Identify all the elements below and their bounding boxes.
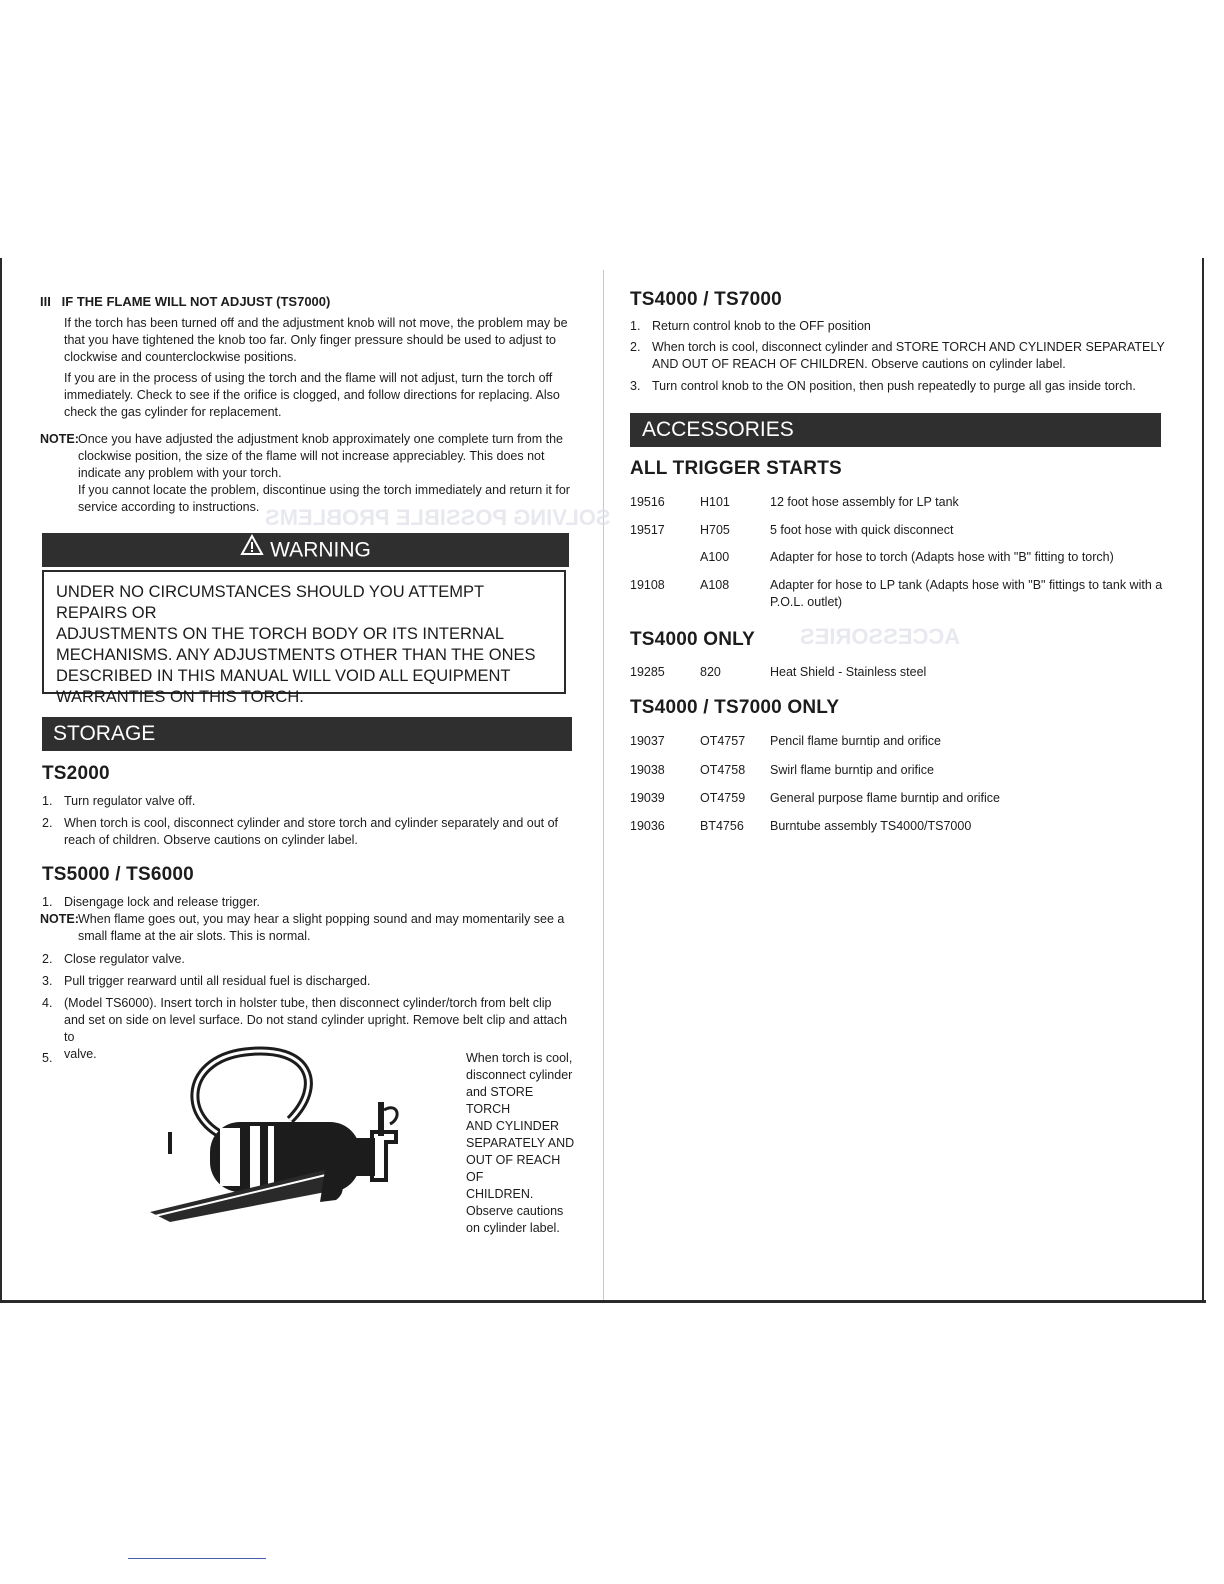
ts4000-only-heading: TS4000 ONLY <box>630 629 756 650</box>
bleed-through-heading: SOLVING POSSIBLE PROBLEMS <box>265 505 611 530</box>
ts5000-heading: TS5000 / TS6000 <box>42 864 194 885</box>
all-trigger-heading: ALL TRIGGER STARTS <box>630 458 842 479</box>
note-label: NOTE: <box>40 432 79 446</box>
page-divider <box>603 270 604 1300</box>
flame-adjust-paragraph-2: If you are in the process of using the torch and the flame will not adjust, turn the torch off immediately. Check to see if the orifice is clogged, and follow directions for replacing. Also check the gas cylinder for replacement. <box>64 371 560 419</box>
right-page-bottom-edge <box>606 1300 1206 1303</box>
ts2000-heading: TS2000 <box>42 763 110 784</box>
ts4000-storage-heading: TS4000 / TS7000 <box>630 289 782 310</box>
storage-banner-label: STORAGE <box>53 722 156 745</box>
warning-triangle-icon <box>240 533 264 567</box>
bleed-through-heading-2: ACCESSORIES <box>800 624 961 649</box>
warning-box: UNDER NO CIRCUMSTANCES SHOULD YOU ATTEMPT REPAIRS OR ADJUSTMENTS ON THE TORCH BODY OR ITS INTERNAL MECHANISMS. ANY ADJUSTMENTS OTHER THAN THE ONES DESCRIBED IN THIS MANUAL WILL VOID ALL EQUIPMENT WARRANTIES ON THIS TORCH. <box>42 570 566 694</box>
ts4000-ts7000-only-heading: TS4000 / TS7000 ONLY <box>630 697 840 718</box>
bottom-underline <box>128 1558 266 1559</box>
left-page-bottom-edge <box>0 1300 606 1303</box>
ts5000-note-label: NOTE: <box>40 912 79 926</box>
warning-banner <box>42 533 569 567</box>
storage-banner <box>42 717 572 751</box>
right-page-right-edge <box>1202 258 1204 1303</box>
accessories-banner-label: ACCESSORIES <box>642 418 794 441</box>
torch-illustration <box>140 1040 460 1225</box>
accessories-banner <box>630 413 1161 447</box>
left-page-left-edge <box>0 258 2 1303</box>
warning-banner-label: WARNING <box>270 538 371 562</box>
ts5000-step-5-text: When torch is cool, disconnect cylinder and STORE TORCH AND CYLINDER SEPARATELY AND OUT OF REACH OF CHILDREN. Observe cautions on cylinder label. <box>466 1051 575 1235</box>
flame-adjust-heading: III IF THE FLAME WILL NOT ADJUST (TS7000) <box>40 294 331 309</box>
flame-adjust-paragraph-1: If the torch has been turned off and the adjustment knob will not move, the problem may be that you have tightened the knob too far. Only finger pressure should be used to adjust to clockwise and counterclockwise positions. <box>64 316 568 364</box>
